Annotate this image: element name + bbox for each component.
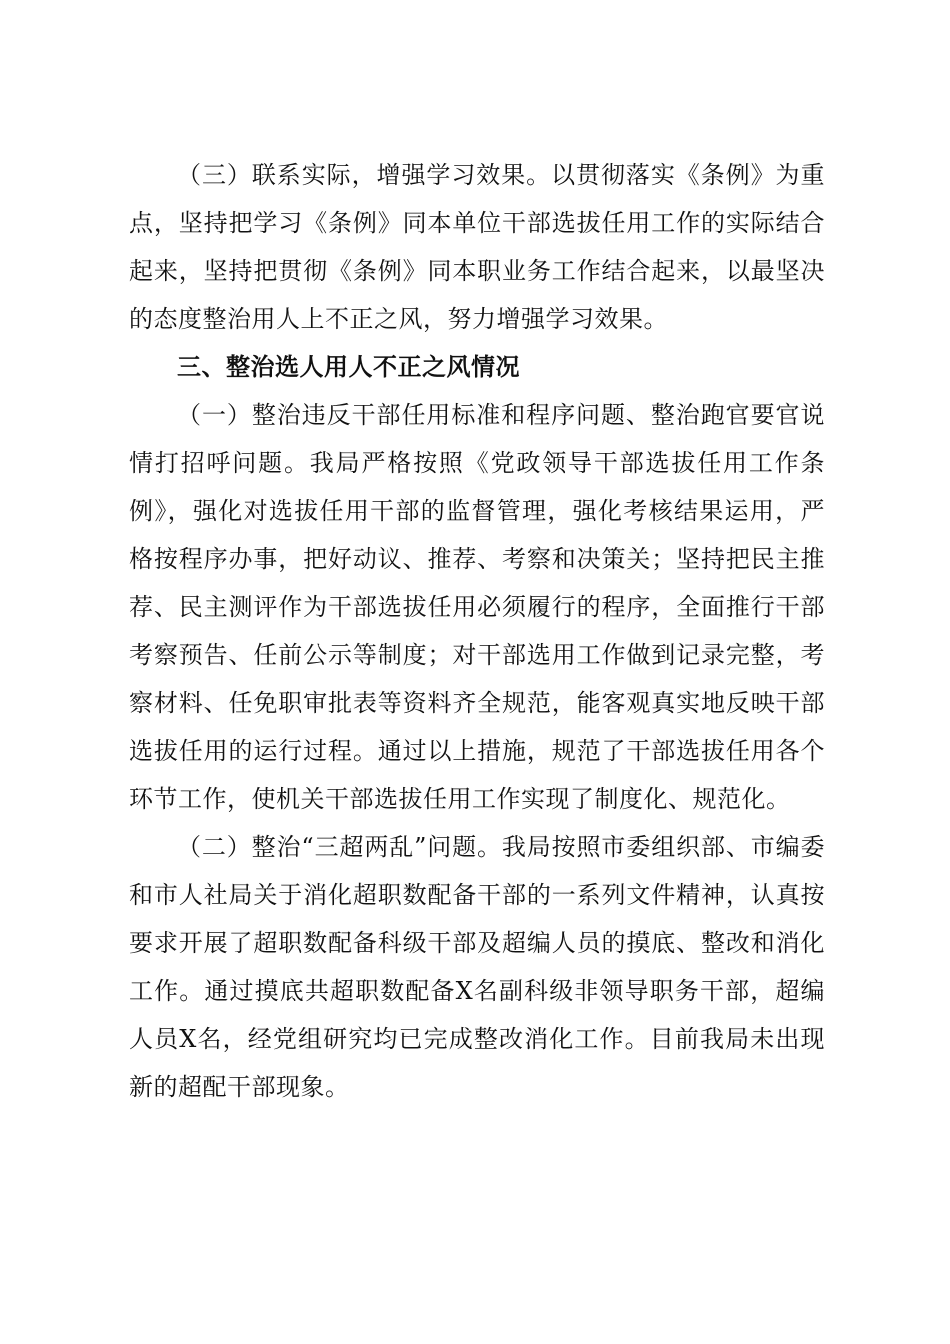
paragraph-three-excess-two-chaos: （二）整治“三超两乱”问题。我局按照市委组织部、市编委和市人社局关于消化超职数配备干部的一系列文件精神，认真按要求开展了超职数配备科级干部及超编人员的摸底、整改和消化工作。通过摸底共超职数配备X名副科级非领导职务干部，超编人员X名，经党组研究均已完成整改消化工作。目前我局未出现新的超配干部现象。 xyxy=(129,833,825,1101)
paragraph-cadre-standards: （一）整治违反干部任用标准和程序问题、整治跑官要官说情打招呼问题。我局严格按照《党政领导干部选拔任用工作条例》，强化对选拔任用干部的监督管理，强化考核结果运用，严格按程序办事，把好动议、推荐、考察和决策关；坚持把民主推荐、民主测评作为干部选拔任用必须履行的程序，全面推行干部考察预告、任前公示等制度；对干部选用工作做到记录完整，考察材料、任免职审批表等资料齐全规范，能客观真实地反映干部选拔任用的运行过程。通过以上措施，规范了干部选拔任用各个环节工作，使机关干部选拔任用工作实现了制度化、规范化。 xyxy=(129,401,825,813)
section-heading-rectify-misconduct: 三、整治选人用人不正之风情况 xyxy=(177,353,520,381)
document-body xyxy=(129,151,825,1111)
paragraph-learning-effect: （三）联系实际，增强学习效果。以贯彻落实《条例》为重点，坚持把学习《条例》同本单位干部选拔任用工作的实际结合起来，坚持把贯彻《条例》同本职业务工作结合起来，以最坚决的态度整治用人上不正之风，努力增强学习效果。 xyxy=(129,161,825,333)
